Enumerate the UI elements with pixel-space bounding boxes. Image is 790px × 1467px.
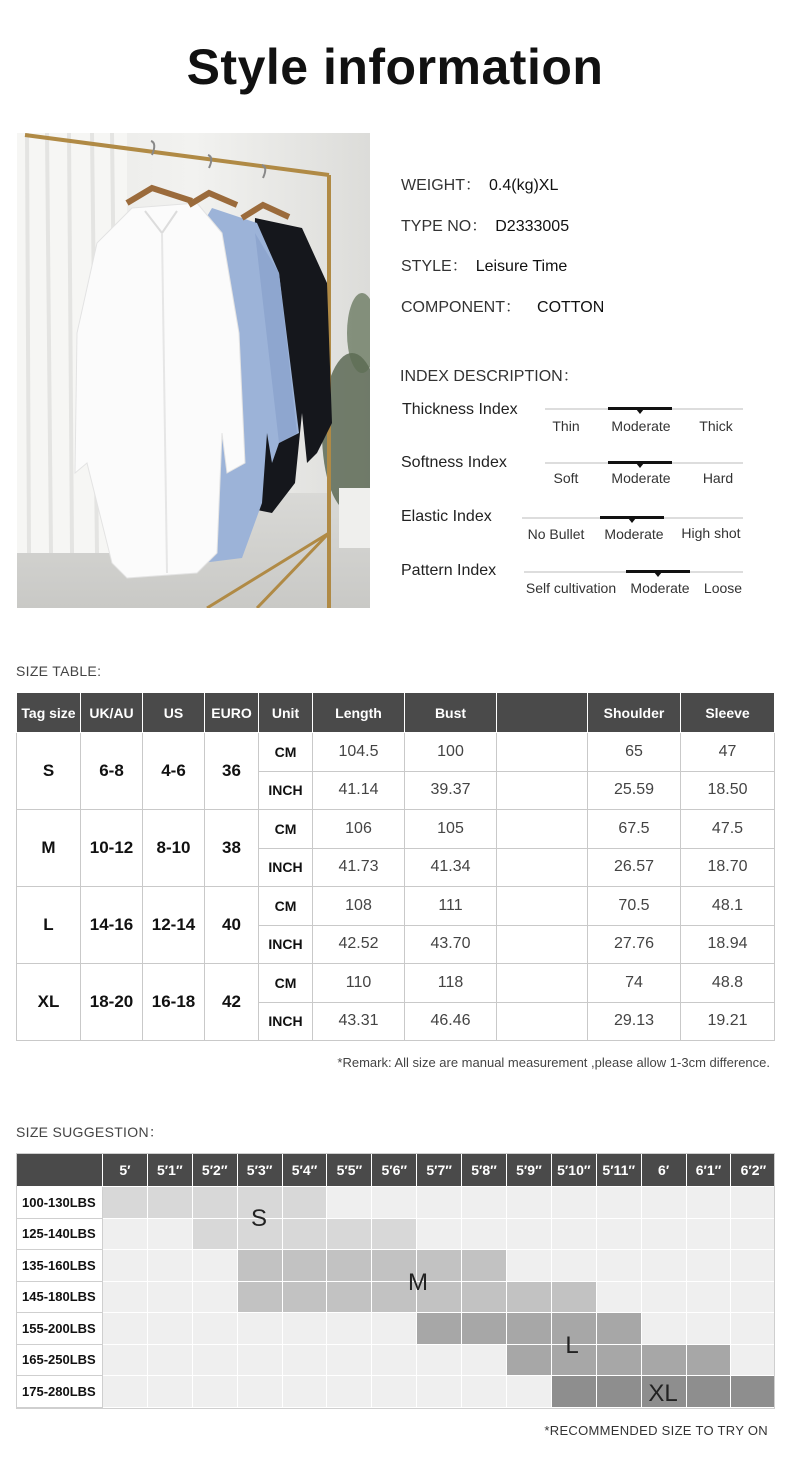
unit-cell: CM [259, 810, 313, 849]
spec-key: TYPE NO： [401, 218, 488, 235]
height-header: 5′4″ [282, 1154, 327, 1187]
us-cell: 8-10 [143, 810, 205, 887]
grid-cell [462, 1376, 507, 1408]
grid-cell [462, 1187, 507, 1219]
grid-cell-s [103, 1187, 148, 1219]
measure-cell: 41.73 [313, 848, 405, 887]
suggestion-header [17, 1154, 776, 1187]
grid-cell [103, 1250, 148, 1282]
grid-cell [192, 1376, 237, 1408]
grid-cell [551, 1250, 596, 1282]
index-label-mid: Moderate [630, 580, 690, 596]
unit-cell: INCH [259, 925, 313, 964]
grid-cell-m [551, 1281, 596, 1313]
measure-cell: 65 [588, 733, 681, 772]
uk-au-cell: 14-16 [81, 887, 143, 964]
recommend-note: *RECOMMENDED SIZE TO TRY ON [544, 1423, 768, 1438]
grid-cell-m [327, 1250, 372, 1282]
grid-cell [237, 1376, 282, 1408]
grid-cell-l [641, 1344, 686, 1376]
grid-cell-xl [686, 1376, 731, 1408]
grid-cell-xl [596, 1376, 641, 1408]
grid-cell-s [282, 1187, 327, 1219]
measure-cell [497, 848, 588, 887]
index-marker [600, 516, 664, 519]
index-label-mid: Moderate [611, 418, 671, 434]
grid-cell [417, 1218, 462, 1250]
grid-cell [417, 1344, 462, 1376]
measure-cell: 67.5 [588, 810, 681, 849]
grid-cell-l [596, 1344, 641, 1376]
grid-cell-l [462, 1313, 507, 1345]
weight-header: 100-130LBS [17, 1187, 103, 1219]
measure-cell [497, 771, 588, 810]
spec-component [401, 294, 604, 317]
grid-cell [147, 1281, 192, 1313]
index-marker [608, 461, 672, 464]
measure-cell: 47 [681, 733, 775, 772]
unit-cell: INCH [259, 848, 313, 887]
measure-cell: 46.46 [405, 1002, 497, 1041]
spec-weight [401, 172, 558, 195]
grid-cell [103, 1344, 148, 1376]
us-cell: 12-14 [143, 887, 205, 964]
grid-cell [147, 1376, 192, 1408]
grid-cell [596, 1281, 641, 1313]
grid-cell [192, 1281, 237, 1313]
measure-cell: 118 [405, 964, 497, 1003]
height-header: 5′9″ [507, 1154, 552, 1187]
header-cell: Sleeve [681, 693, 775, 733]
grid-cell [596, 1187, 641, 1219]
measure-cell [497, 887, 588, 926]
zone-label-s: S [250, 1205, 268, 1232]
unit-cell: CM [259, 887, 313, 926]
grid-cell [103, 1281, 148, 1313]
grid-cell [731, 1344, 776, 1376]
us-cell: 16-18 [143, 964, 205, 1041]
tag-size-cell: S [17, 733, 81, 810]
measure-cell: 41.14 [313, 771, 405, 810]
grid-cell [686, 1187, 731, 1219]
spec-value: D2333005 [495, 218, 570, 235]
measure-cell: 26.57 [588, 848, 681, 887]
measure-cell: 18.70 [681, 848, 775, 887]
grid-cell-m [237, 1250, 282, 1282]
grid-cell [731, 1187, 776, 1219]
height-header: 5′5″ [327, 1154, 372, 1187]
grid-cell [147, 1313, 192, 1345]
grid-cell [237, 1344, 282, 1376]
spec-key: COMPONENT： [401, 299, 522, 316]
header-cell: Unit [259, 693, 313, 733]
measure-cell: 19.21 [681, 1002, 775, 1041]
measure-cell: 43.70 [405, 925, 497, 964]
height-header: 5′11″ [596, 1154, 641, 1187]
index-label-low: Self cultivation [525, 580, 617, 596]
measure-cell: 106 [313, 810, 405, 849]
grid-cell [686, 1250, 731, 1282]
grid-cell [731, 1313, 776, 1345]
grid-cell [417, 1376, 462, 1408]
us-cell: 4-6 [143, 733, 205, 810]
grid-cell [282, 1313, 327, 1345]
grid-cell [641, 1187, 686, 1219]
grid-cell-m [327, 1281, 372, 1313]
header-cell: Tag size [17, 693, 81, 733]
measure-cell: 39.37 [405, 771, 497, 810]
grid-cell-s [372, 1218, 417, 1250]
grid-cell-m [282, 1281, 327, 1313]
grid-cell [372, 1187, 417, 1219]
grid-cell [551, 1187, 596, 1219]
measure-cell: 105 [405, 810, 497, 849]
measure-cell: 48.8 [681, 964, 775, 1003]
zone-label-xl: XL [648, 1380, 678, 1407]
grid-cell [686, 1218, 731, 1250]
header-cell: US [143, 693, 205, 733]
unit-cell: CM [259, 964, 313, 1003]
grid-cell [147, 1218, 192, 1250]
header-cell: Shoulder [588, 693, 681, 733]
measure-cell: 111 [405, 887, 497, 926]
measure-cell: 18.50 [681, 771, 775, 810]
uk-au-cell: 18-20 [81, 964, 143, 1041]
uk-au-cell: 10-12 [81, 810, 143, 887]
tag-size-cell: M [17, 810, 81, 887]
grid-cell [731, 1218, 776, 1250]
grid-cell [641, 1313, 686, 1345]
header-cell: Bust [405, 693, 497, 733]
grid-cell [327, 1313, 372, 1345]
grid-cell [507, 1187, 552, 1219]
measure-cell: 47.5 [681, 810, 775, 849]
grid-cell-m [462, 1250, 507, 1282]
zone-label-m: M [408, 1269, 428, 1296]
grid-cell-m [282, 1250, 327, 1282]
grid-cell [282, 1344, 327, 1376]
grid-cell-l [507, 1313, 552, 1345]
grid-cell [551, 1218, 596, 1250]
index-name: Softness Index [401, 454, 507, 471]
grid-cell-m [507, 1281, 552, 1313]
measure-cell: 43.31 [313, 1002, 405, 1041]
measure-cell: 74 [588, 964, 681, 1003]
measure-cell [497, 810, 588, 849]
index-description-title: INDEX DESCRIPTION： [400, 368, 579, 385]
header-cell: Length [313, 693, 405, 733]
weight-header: 175-280LBS [17, 1376, 103, 1408]
height-header: 5′3″ [237, 1154, 282, 1187]
index-name: Thickness Index [402, 401, 518, 418]
weight-row [17, 1281, 776, 1313]
weight-header: 125-140LBS [17, 1218, 103, 1250]
euro-cell: 42 [205, 964, 259, 1041]
grid-cell-s [147, 1187, 192, 1219]
weight-header: 165-250LBS [17, 1344, 103, 1376]
index-name: Pattern Index [401, 562, 497, 579]
grid-cell [372, 1313, 417, 1345]
measure-cell: 25.59 [588, 771, 681, 810]
spec-key: STYLE： [401, 258, 468, 275]
grid-cell-l [507, 1344, 552, 1376]
header-cell: UK/AU [81, 693, 143, 733]
spec-value: Leisure Time [475, 258, 568, 275]
euro-cell: 36 [205, 733, 259, 810]
grid-cell [192, 1344, 237, 1376]
grid-cell [462, 1344, 507, 1376]
weight-header: 135-160LBS [17, 1250, 103, 1282]
unit-cell: INCH [259, 1002, 313, 1041]
grid-cell [103, 1376, 148, 1408]
weight-row [17, 1344, 776, 1376]
spec-type-no [401, 213, 569, 236]
zone-label-l: L [565, 1332, 579, 1359]
grid-cell [507, 1250, 552, 1282]
index-label-high: High shot [681, 525, 741, 541]
height-header: 5′1″ [147, 1154, 192, 1187]
grid-cell-l [417, 1313, 462, 1345]
spec-key: WEIGHT： [401, 177, 481, 194]
grid-cell [507, 1376, 552, 1408]
grid-cell-l [596, 1313, 641, 1345]
measure-cell: 110 [313, 964, 405, 1003]
grid-cell [641, 1218, 686, 1250]
grid-cell [147, 1344, 192, 1376]
grid-cell [686, 1281, 731, 1313]
grid-cell [641, 1281, 686, 1313]
weight-row [17, 1187, 776, 1219]
grid-cell [192, 1313, 237, 1345]
index-label-mid: Moderate [611, 470, 671, 486]
header-cell [497, 693, 588, 733]
grid-cell [327, 1344, 372, 1376]
size-suggestion-grid [16, 1153, 776, 1408]
measure-cell: 70.5 [588, 887, 681, 926]
height-header: 5′2″ [192, 1154, 237, 1187]
weight-header: 155-200LBS [17, 1313, 103, 1345]
grid-cell [641, 1250, 686, 1282]
measure-cell [497, 925, 588, 964]
grid-cell [731, 1281, 776, 1313]
measure-cell: 42.52 [313, 925, 405, 964]
size-row [17, 964, 775, 1003]
unit-cell: CM [259, 733, 313, 772]
grid-cell [192, 1250, 237, 1282]
grid-cell [507, 1218, 552, 1250]
remark-note: *Remark: All size are manual measurement ,please allow 1-3cm difference. [337, 1055, 770, 1070]
measure-cell: 104.5 [313, 733, 405, 772]
grid-cell [147, 1250, 192, 1282]
tag-size-cell: XL [17, 964, 81, 1041]
height-header: 5′7″ [417, 1154, 462, 1187]
size-table [16, 692, 775, 1041]
measure-cell: 18.94 [681, 925, 775, 964]
height-header: 5′8″ [462, 1154, 507, 1187]
corner-cell [17, 1154, 103, 1187]
uk-au-cell: 6-8 [81, 733, 143, 810]
euro-cell: 40 [205, 887, 259, 964]
grid-cell [327, 1187, 372, 1219]
measure-cell: 41.34 [405, 848, 497, 887]
grid-cell-xl [551, 1376, 596, 1408]
grid-cell-m [237, 1281, 282, 1313]
measure-cell: 29.13 [588, 1002, 681, 1041]
measure-cell [497, 733, 588, 772]
index-label-low: Thin [552, 418, 580, 434]
weight-row [17, 1313, 776, 1345]
page-title: Style information [186, 39, 604, 95]
unit-cell: INCH [259, 771, 313, 810]
size-row [17, 887, 775, 926]
grid-cell [417, 1187, 462, 1219]
index-marker [626, 570, 690, 573]
measure-cell: 100 [405, 733, 497, 772]
grid-cell-s [192, 1218, 237, 1250]
spec-value: 0.4(kg)XL [489, 177, 559, 194]
grid-cell [731, 1250, 776, 1282]
height-header: 6′ [641, 1154, 686, 1187]
size-table-header [17, 693, 775, 733]
grid-cell-s [192, 1187, 237, 1219]
weight-row [17, 1250, 776, 1282]
grid-cell [103, 1218, 148, 1250]
grid-cell [237, 1313, 282, 1345]
grid-cell [372, 1344, 417, 1376]
grid-cell-m [462, 1281, 507, 1313]
index-label-mid: Moderate [604, 526, 664, 542]
tag-size-cell: L [17, 887, 81, 964]
index-label-low: Soft [553, 470, 579, 486]
grid-cell [327, 1376, 372, 1408]
grid-cell-l [686, 1344, 731, 1376]
measure-cell: 108 [313, 887, 405, 926]
index-name: Elastic Index [401, 508, 492, 525]
grid-cell [462, 1218, 507, 1250]
spec-value: COTTON [537, 299, 605, 316]
grid-cell-xl [731, 1376, 776, 1408]
index-label-high: Hard [702, 470, 734, 486]
measure-cell: 48.1 [681, 887, 775, 926]
size-row [17, 810, 775, 849]
size-suggestion-label: SIZE SUGGESTION： [16, 1124, 164, 1140]
header-cell: EURO [205, 693, 259, 733]
measure-cell: 27.76 [588, 925, 681, 964]
size-row [17, 733, 775, 772]
index-marker [608, 407, 672, 410]
height-header: 5′ [103, 1154, 148, 1187]
height-header: 5′6″ [372, 1154, 417, 1187]
grid-cell-s [327, 1218, 372, 1250]
measure-cell [497, 964, 588, 1003]
height-header: 6′1″ [686, 1154, 731, 1187]
weight-header: 145-180LBS [17, 1281, 103, 1313]
index-label-high: Loose [703, 580, 743, 596]
grid-cell [596, 1250, 641, 1282]
grid-cell [686, 1313, 731, 1345]
grid-cell [103, 1313, 148, 1345]
height-header: 5′10″ [551, 1154, 596, 1187]
grid-cell-s [282, 1218, 327, 1250]
measure-cell [497, 1002, 588, 1041]
index-label-low: No Bullet [527, 526, 585, 542]
size-table-label: SIZE TABLE: [16, 663, 102, 679]
euro-cell: 38 [205, 810, 259, 887]
spec-style [401, 253, 567, 276]
grid-cell [282, 1376, 327, 1408]
grid-cell [372, 1376, 417, 1408]
product-photo [17, 133, 370, 608]
grid-cell [596, 1218, 641, 1250]
weight-row [17, 1218, 776, 1250]
height-header: 6′2″ [731, 1154, 776, 1187]
index-label-high: Thick [699, 418, 733, 434]
